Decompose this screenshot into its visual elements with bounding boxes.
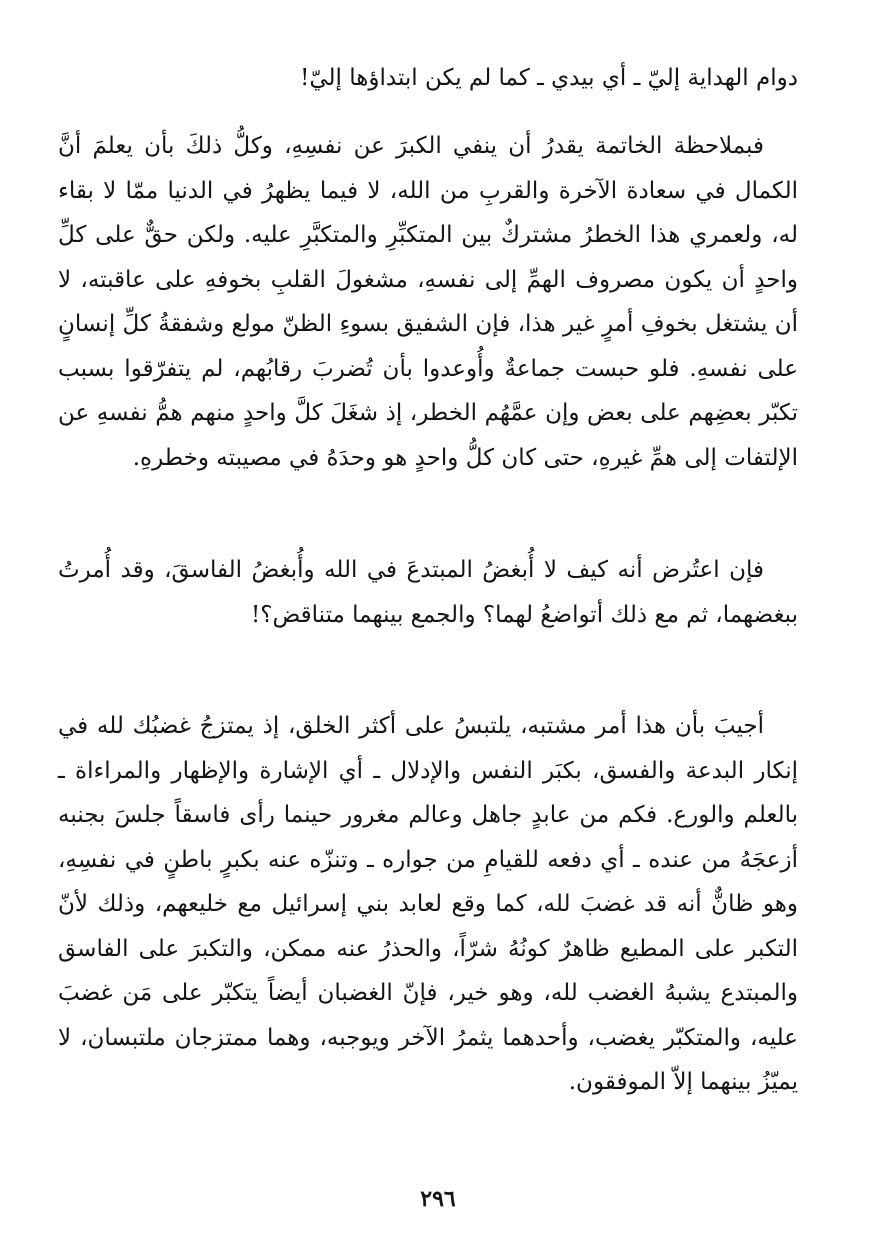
- paragraph-2: فإن اعتُرض أنه كيف لا أُبغضُ المبتدعَ في الله وأُبغضُ الفاسقَ، وقد أُمرتُ ببغضهما، ثم مع ذلك أتواضعُ لهما؟ والجمع بينهما متناقض؟!: [58, 557, 798, 628]
- page-number: ٢٩٦: [420, 1186, 456, 1212]
- continuation-line: دوام الهداية إليّ ـ أي بيدي ـ كما لم يكن ابتداؤها إليّ!: [300, 65, 798, 91]
- paragraph-1: فبملاحظة الخاتمة يقدرُ أن ينفي الكبرَ عن نفسِهِ، وكلُّ ذلكَ بأن يعلمَ أنَّ الكمال في سعادة الآخرة والقربِ من الله، لا فيما يظهرُ في الدنيا ممّا لا بقاء له، ولعمري هذا الخطرُ مشتركٌ بين المتكبِّرِ والمتكبَّرِ عليه. ولكن حقٌّ على كلِّ واحدٍ أن يكون مصروف الهمِّ إلى نفسهِ، مشغولَ القلبِ بخوفهِ على عاقبته، لا أن يشتغل بخوفِ أمرٍ غير هذا، فإن الشفيق بسوءِ الظنّ مولع وشفقةُ كلِّ إنسانٍ على نفسهِ. فلو حبست جماعةٌ وأُوعدوا بأن تُضربَ رقابُهم، لم يتفرّقوا بسبب تكبّر بعضِهم على بعض وإن عمَّهُم الخطر، إذ شغَلَ كلَّ واحدٍ منهم همُّ نفسهِ عن الإلتفات إلى همِّ غيرهِ، حتى كان كلُّ واحدٍ هو وحدَهُ في مصيبته وخطرهِ.: [58, 133, 798, 471]
- paragraph-3: أجيبَ بأن هذا أمر مشتبه، يلتبسُ على أكثر الخلق، إذ يمتزجُ غضبُك لله في إنكار البدعة والفسق، بكبَر النفس والإدلال ـ أي الإشارة والإظهار والمراءاة ـ بالعلم والورع. فكم من عابدٍ جاهل وعالم مغرور حينما رأى فاسقاً جلسَ بجنبه أزعجَهُ من عنده ـ أي دفعه للقيامِ من جواره ـ وتنزّه عنه بكبرٍ باطنٍ في نفسِهِ، وهو ظانٌّ أنه قد غضبَ لله، كما وقع لعابد بني إسرائيل مع خليعهم، وذلك لأنّ التكبر على المطيع ظاهرٌ كونُهُ شرّاً، والحذرُ عنه ممكن، والتكبرَ على الفاسق والمبتدع يشبهُ الغضب لله، وهو خير، فإنّ الغضبان أيضاً يتكبّر على مَن غضبَ عليه، والمتكبّر يغضب، وأحدهما يثمرُ الآخر ويوجبه، وهما ممتزجان ملتبسان، لا يميّزُ بينهما إلاّ الموفقون.: [58, 713, 798, 1095]
